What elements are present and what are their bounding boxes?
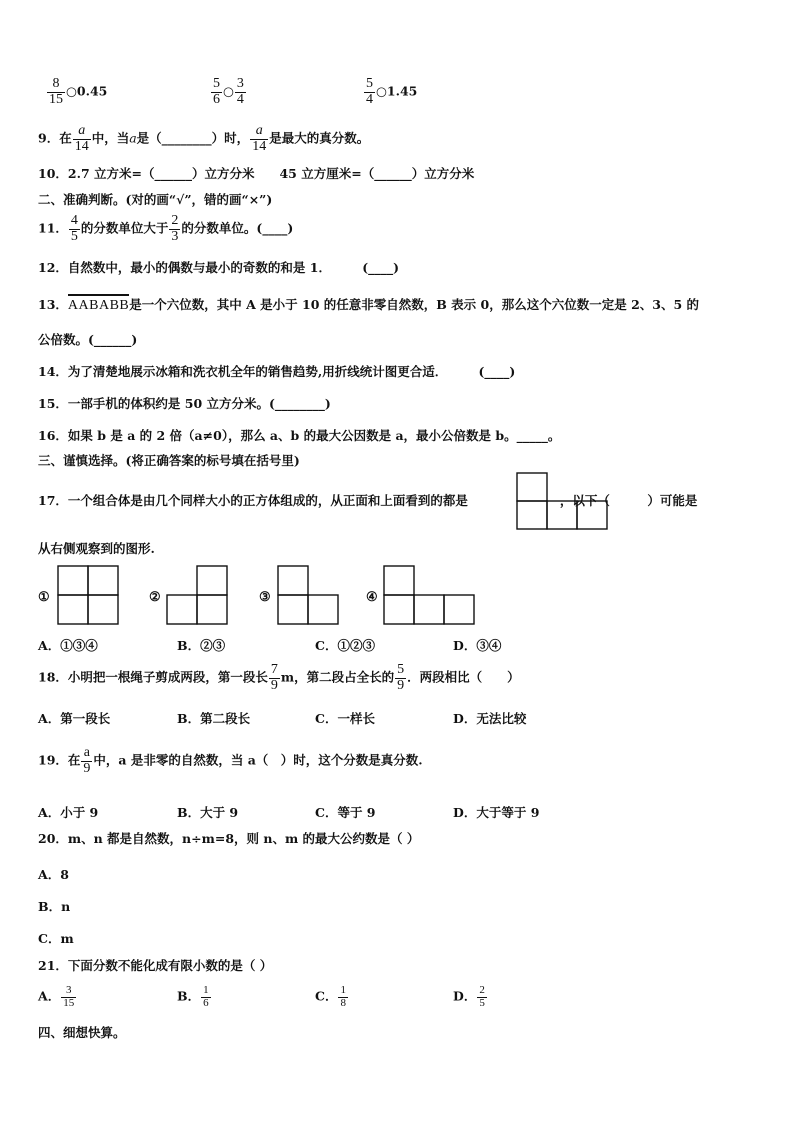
fraction: $\frac{3}{4}$ <box>236 76 244 107</box>
question-20: 20．m、n 都是自然数，n÷m=8，则 n、m 的最大公约数是（ ） <box>38 831 420 846</box>
question-21: 21．下面分数不能化成有限小数的是（ ） <box>38 958 273 973</box>
q17-figure-1 <box>57 565 121 627</box>
fraction: $\frac{a}{14}$ <box>74 123 89 154</box>
section-heading-3: 三、谨慎选择。(将正确答案的标号填在括号里) <box>38 453 300 468</box>
question-17-line2: 从右侧观察到的图形. <box>38 541 155 556</box>
fraction: $\frac{1}{8}$ <box>340 984 346 1009</box>
compare-row: $\frac{8}{15}$ ○0.45 <box>49 76 108 107</box>
fraction: $\frac{5}{6}$ <box>213 76 220 107</box>
overlined-number: AABABB <box>68 294 129 313</box>
q17-figure-4 <box>383 565 477 627</box>
section-heading-2: 二、准确判断。(对的画“√”，错的画“×”) <box>38 192 273 207</box>
section-heading-4: 四、细想快算。 <box>38 1025 126 1040</box>
question-9: 9．在 $\frac{a}{14}$ 中，当a是（________）时， $\frac{a}{14}$ 是最大的真分数。 <box>38 123 370 154</box>
option-b[interactable]: B．大于 9 <box>177 805 239 820</box>
option-a[interactable]: A．①③④ <box>38 638 98 653</box>
fraction: $\frac{5}{9}$ <box>397 662 405 693</box>
question-19: 19．在 $\frac{a}{9}$ 中，a 是非零的自然数，当 a（ ）时，这个分数是真分数. <box>38 745 423 776</box>
fraction: $\frac{5}{4}$ <box>366 76 373 107</box>
option-b[interactable]: B．第二段长 <box>177 711 251 726</box>
option-a[interactable]: A．第一段长 <box>38 711 111 726</box>
fraction: $\frac{2}{5}$ <box>479 984 485 1009</box>
option-c[interactable]: C．①②③ <box>315 638 375 653</box>
fraction: $\frac{3}{15}$ <box>63 984 75 1009</box>
figure-label: ② <box>149 590 161 605</box>
fraction: $\frac{7}{9}$ <box>270 662 278 693</box>
figure-label: ④ <box>366 590 378 605</box>
figure-label: ① <box>38 590 50 605</box>
q17-figure-2 <box>166 565 230 627</box>
option-d[interactable]: D．大于等于 9 <box>453 805 540 820</box>
question-13-line2: 公倍数。(______) <box>38 332 138 347</box>
option-c[interactable]: C．等于 9 <box>315 805 376 820</box>
fraction: $\frac{a}{9}$ <box>83 745 91 776</box>
option-d[interactable]: D． $\frac{2}{5}$ <box>453 984 485 1009</box>
question-14: 14．为了清楚地展示冰箱和洗衣机全年的销售趋势,用折线统计图更合适． (____) <box>38 364 516 379</box>
option-c[interactable]: C．一样长 <box>315 711 375 726</box>
option-a[interactable]: A．8 <box>38 867 69 882</box>
question-10: 10．2.7 立方米=（______）立方分米 45 立方厘米=（______）立方分米 <box>38 166 475 181</box>
fraction: $\frac{1}{6}$ <box>203 984 209 1009</box>
option-c[interactable]: C． $\frac{1}{8}$ <box>315 984 346 1009</box>
option-b[interactable]: B． $\frac{1}{6}$ <box>177 984 209 1009</box>
fraction: $\frac{2}{3}$ <box>171 213 179 244</box>
question-16: 16．如果 b 是 a 的 2 倍（a≠0），那么 a、b 的最大公因数是 a，最小公倍数是 b。_____。 <box>38 428 561 443</box>
question-12: 12．自然数中，最小的偶数与最小的奇数的和是 1． (____) <box>38 260 400 275</box>
question-18: 18．小明把一根绳子剪成两段，第一段长 $\frac{7}{9}$ m，第二段占全长的 $\frac{5}{9}$ ．两段相比（ ） <box>38 662 520 693</box>
option-c[interactable]: C．m <box>38 931 74 946</box>
fraction: $\frac{8}{15}$ <box>49 76 63 107</box>
q17-view-figure <box>516 472 610 532</box>
option-a[interactable]: A．小于 9 <box>38 805 99 820</box>
q17-figure-3 <box>277 565 341 627</box>
option-a[interactable]: A． $\frac{3}{15}$ <box>38 984 75 1009</box>
fraction: $\frac{a}{14}$ <box>252 123 267 154</box>
compare-row: $\frac{5}{4}$ ○1.45 <box>366 76 418 107</box>
option-d[interactable]: D．③④ <box>453 638 502 653</box>
question-11: 11． $\frac{4}{5}$ 的分数单位大于 $\frac{2}{3}$ 的分数单位。(____) <box>38 213 294 244</box>
option-b[interactable]: B．②③ <box>177 638 226 653</box>
question-15: 15．一部手机的体积约是 50 立方分米。(________) <box>38 396 331 411</box>
option-b[interactable]: B．n <box>38 899 71 914</box>
option-d[interactable]: D．无法比较 <box>453 711 527 726</box>
figure-label: ③ <box>259 590 271 605</box>
question-17: 17．一个组合体是由几个同样大小的正方体组成的，从正面和上面看到的都是 ，以下（ ）可能是 <box>38 493 698 508</box>
compare-row: $\frac{5}{6}$ ○ $\frac{3}{4}$ <box>213 76 244 107</box>
question-13: 13．AABABB是一个六位数，其中 A 是小于 10 的任意非零自然数，B 表示 0，那么这个六位数一定是 2、3、5 的 <box>38 294 699 313</box>
fraction: $\frac{4}{5}$ <box>70 213 78 244</box>
